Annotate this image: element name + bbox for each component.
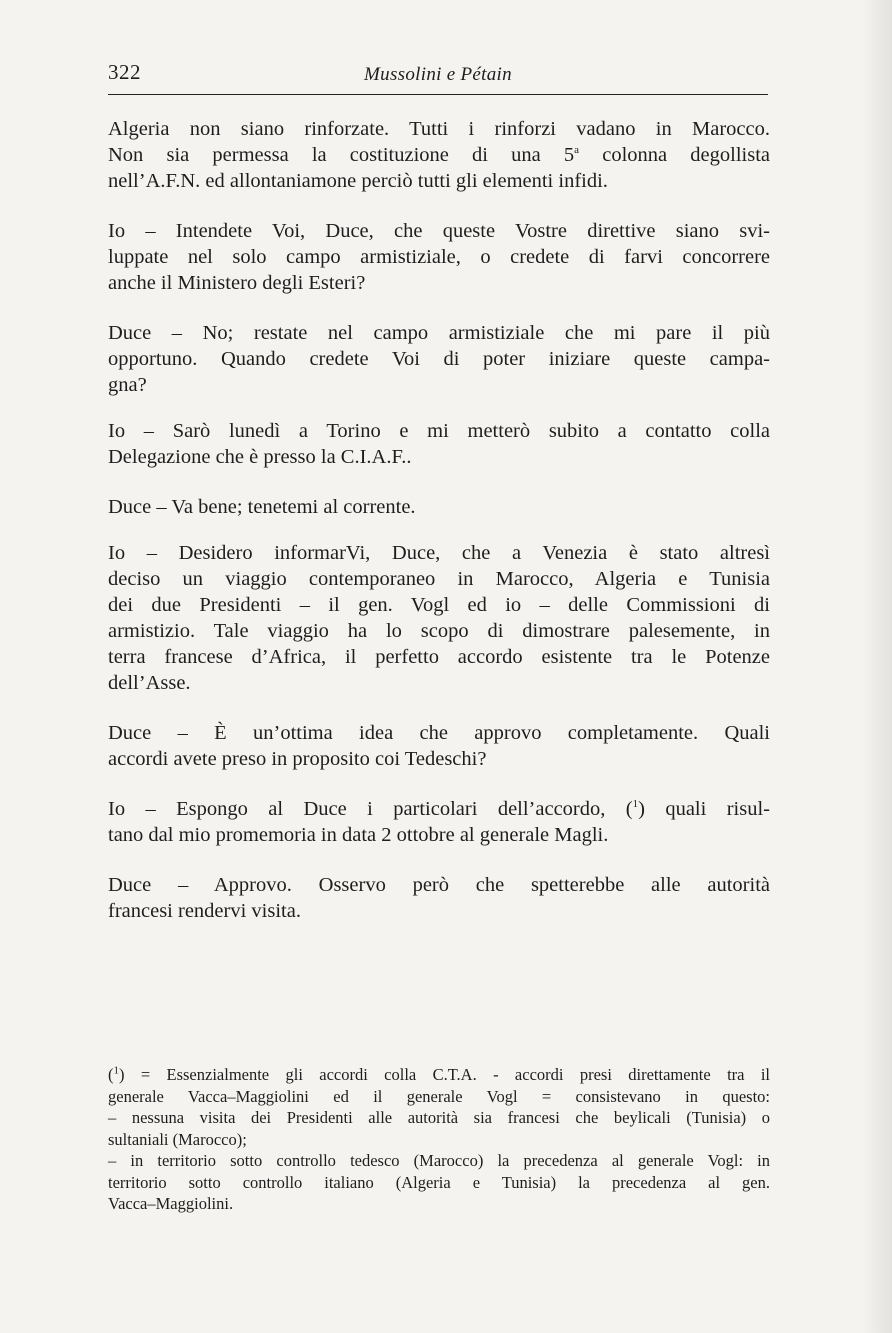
text-line: deciso un viaggio contemporaneo in Marocco, Algeria e Tunisia: [108, 568, 770, 590]
paragraph: [108, 872, 770, 924]
text-line: anche il Ministero degli Esteri?: [108, 272, 366, 294]
paragraph: [108, 720, 770, 772]
page-header: [108, 60, 768, 95]
text-line: Non sia permessa la costituzione di una 5$^a$ colonna degollista: [108, 144, 770, 166]
text-line: Duce – No; restate nel campo armistiziale che mi pare il più: [108, 322, 770, 344]
footnote-line: – in territorio sotto controllo tedesco (Marocco) la precedenza al generale Vogl: in: [108, 1151, 770, 1170]
footnote: [108, 1064, 770, 1215]
text-line: accordi avete preso in proposito coi Tedeschi?: [108, 748, 487, 770]
text-line: luppate nel solo campo armistiziale, o credete di farvi concorrere: [108, 246, 770, 268]
text-line: Io – Desidero informarVi, Duce, che a Venezia è stato altresì: [108, 542, 770, 564]
page-edge-shadow: [862, 0, 892, 1333]
text-line: dell’Asse.: [108, 672, 191, 694]
footnote-line: Vacca–Maggiolini.: [108, 1194, 234, 1213]
paragraph: [108, 218, 770, 296]
text-line: gna?: [108, 374, 147, 396]
footnote-reference: 1: [632, 798, 639, 811]
text-line: Io – Intendete Voi, Duce, che queste Vostre direttive siano svi-: [108, 220, 770, 242]
text-line: opportuno. Quando credete Voi di poter iniziare queste campa-: [108, 348, 770, 370]
text-line: terra francese d’Africa, il perfetto accordo esistente tra le Potenze: [108, 646, 770, 668]
footnote-text: [108, 1064, 770, 1215]
text-line: Io – Espongo al Duce i particolari dell’accordo, ($^1$) quali risul-: [108, 798, 770, 820]
text-line: Duce – Approvo. Osservo però che spetterebbe alle autorità: [108, 874, 770, 896]
text-line: Duce – Va bene; tenetemi al corrente.: [108, 496, 416, 518]
paragraph: [108, 418, 770, 470]
page-number: 322: [108, 60, 141, 84]
text-line: francesi rendervi visita.: [108, 900, 301, 922]
body-text: [108, 116, 770, 948]
footnote-marker: 1: [113, 1064, 119, 1077]
text-line: tano dal mio promemoria in data 2 ottobre al generale Magli.: [108, 824, 609, 846]
text-line: Io – Sarò lunedì a Torino e mi metterò subito a contatto colla: [108, 420, 770, 442]
text-line: Delegazione che è presso la C.I.A.F..: [108, 446, 412, 468]
paragraph: [108, 540, 770, 696]
paragraph: [108, 494, 770, 520]
superscript: a: [574, 144, 580, 157]
footnote-line: generale Vacca–Maggiolini ed il generale Vogl = consistevano in questo:: [108, 1086, 770, 1106]
paragraph: [108, 320, 770, 398]
footnote-line: ($^1$) = Essenzialmente gli accordi colla C.T.A. - accordi presi direttamente tra il: [108, 1064, 770, 1084]
text-line: Duce – È un’ottima idea che approvo completamente. Quali: [108, 722, 770, 744]
text-line: dei due Presidenti – il gen. Vogl ed io – delle Commissioni di: [108, 594, 770, 616]
footnote-line: territorio sotto controllo italiano (Algeria e Tunisia) la precedenza al gen.: [108, 1172, 770, 1192]
footnote-line: sultaniali (Marocco);: [108, 1129, 247, 1149]
text-line: armistizio. Tale viaggio ha lo scopo di dimostrare palesemente, in: [108, 620, 770, 642]
text-line: Algeria non siano rinforzate. Tutti i rinforzi vadano in Marocco.: [108, 118, 770, 140]
paragraph: [108, 116, 770, 194]
paragraph: [108, 796, 770, 848]
text-line: nell’A.F.N. ed allontaniamone perciò tutti gli elementi infidi.: [108, 170, 608, 192]
running-title: Mussolini e Pétain: [364, 64, 512, 85]
footnote-line: – nessuna visita dei Presidenti alle autorità sia francesi che beylicali (Tunisia) o: [108, 1108, 770, 1127]
